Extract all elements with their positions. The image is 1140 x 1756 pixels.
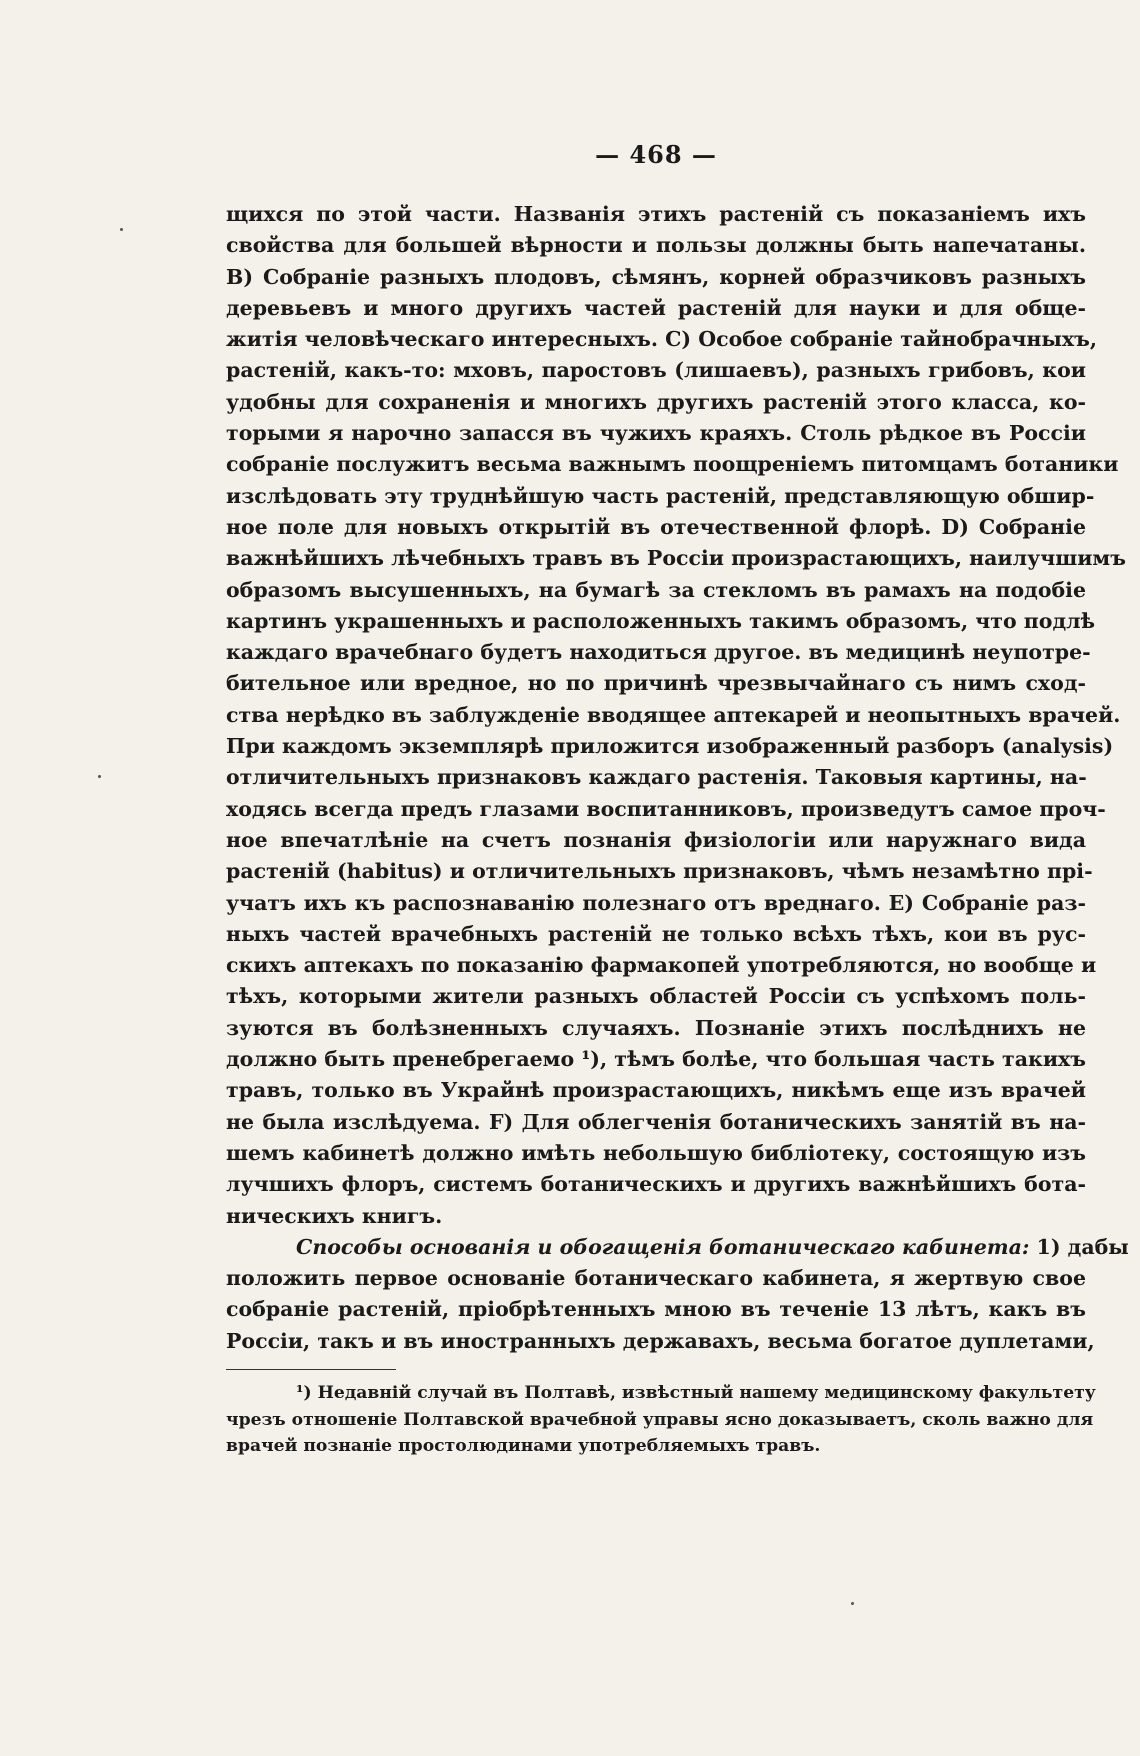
scan-speck [120,228,123,231]
text-line: собраніе растеній, пріобрѣтенныхъ мною въ теченіе 13 лѣтъ, какъ въ [226,1297,1086,1322]
text-line: образомъ высушенныхъ, на бумагѣ за стекломъ въ рамахъ на подобіе [226,577,1086,602]
text-line: ническихъ книгъ. [226,1203,443,1228]
footnote-divider [226,1369,396,1370]
paragraph-1 [226,199,1126,1232]
inline-text: 1) дабы [1029,1234,1129,1259]
text-line: растеній, какъ-то: мховъ, паростовъ (лишаевъ), разныхъ грибовъ, кои [226,358,1086,383]
text-line: тѣхъ, которыми жители разныхъ областей Россіи съ успѣхомъ поль- [226,984,1086,1009]
text-line: ства нерѣдко въ заблужденіе вводящее аптекарей и неопытныхъ врачей. [226,702,1121,727]
text-line: При каждомъ экземплярѣ приложится изображенный разборъ (analysis) [226,734,1114,759]
text-line: ное впечатлѣніе на счетъ познанія физіологіи или наружнаго вида [226,827,1086,852]
text-line: Россіи, такъ и въ иностранныхъ державахъ, весьма богатое дуплетами, [226,1328,1095,1353]
text-line: собраніе послужитъ весьма важнымъ поощреніемъ питомцамъ ботаники [226,452,1119,477]
text-line: зуются въ болѣзненныхъ случаяхъ. Познаніе этихъ послѣднихъ не [226,1015,1086,1040]
page-number: — 468 — [595,140,717,169]
text-line: положить первое основаніе ботаническаго кабинета, я жертвую свое [226,1266,1086,1291]
text-line: картинъ украшенныхъ и расположенныхъ такимъ образомъ, что подлѣ [226,608,1096,633]
text-line: ходясь всегда предъ глазами воспитанниковъ, произведутъ самое проч- [226,796,1106,821]
paragraph-2 [226,1232,1129,1357]
text-line: В) Собраніе разныхъ плодовъ, сѣмянъ, корней образчиковъ разныхъ [226,264,1086,289]
scan-speck [851,1602,854,1605]
footnote-line: чрезъ отношеніе Полтавской врачебной управы ясно доказываетъ, сколь важно для [226,1409,1094,1430]
text-line: бительное или вредное, но по причинѣ чрезвычайнаго съ нимъ сход- [226,671,1086,696]
text-line: должно быть пренебрегаемо ¹), тѣмъ болѣе, что большая часть такихъ [226,1047,1086,1072]
text-line: учатъ ихъ къ распознаванію полезнаго отъ вреднаго. Е) Собраніе раз- [226,890,1086,915]
text-line: ныхъ частей врачебныхъ растеній не только всѣхъ тѣхъ, кои въ рус- [226,921,1086,946]
text-line: каждаго врачебнаго будетъ находиться другое. въ медицинѣ неупотре- [226,640,1091,665]
text-line: шемъ кабинетѣ должно имѣть небольшую библіотеку, состоящую изъ [226,1140,1086,1165]
text-line: растеній (habitus) и отличительныхъ признаковъ, чѣмъ незамѣтно прі- [226,859,1093,884]
text-line: торыми я нарочно запасся въ чужихъ краяхъ. Столь рѣдкое въ Россіи [226,421,1086,446]
text-line: житія человѣческаго интересныхъ. С) Особое собраніе тайнобрачныхъ, [226,327,1097,352]
text-line: щихся по этой части. Названія этихъ растеній съ показаніемъ ихъ [226,202,1086,226]
text-line: деревьевъ и много другихъ частей растеній для науки и для обще- [226,295,1086,320]
footnote-line: врачей познаніе простолюдинами употребляемыхъ травъ. [226,1436,821,1457]
text-line: важнѣйшихъ лѣчебныхъ травъ въ Россіи произрастающихъ, наилучшимъ [226,546,1126,571]
section-heading-italic: Способы основанія и обогащенія ботаническаго кабинета: [296,1234,1030,1259]
text-line: изслѣдовать эту труднѣйшую часть растеній, представляющую обшир- [226,483,1095,508]
footnote-line: ¹) Недавній случай въ Полтавѣ, извѣстный нашему медицинскому факультету [296,1382,1096,1403]
scan-speck [98,775,101,778]
document-page [226,140,1129,1460]
text-line: травъ, только въ Украйнѣ произрастающихъ, никѣмъ еще изъ врачей [226,1078,1086,1103]
text-line: не была изслѣдуема. F) Для облегченія ботаническихъ занятій въ на- [226,1109,1086,1134]
text-line: свойства для большей вѣрности и пользы должны быть напечатаны. [226,233,1086,258]
text-line: скихъ аптекахъ по показанію фармакопей употребляются, но вообще и [226,953,1097,978]
footnote [226,1380,1096,1460]
text-line: удобны для сохраненія и многихъ другихъ растеній этого класса, ко- [226,389,1086,414]
text-line: ное поле для новыхъ открытій въ отечественной флорѣ. D) Собраніе [226,514,1086,539]
text-line: лучшихъ флоръ, системъ ботаническихъ и другихъ важнѣйшихъ бота- [226,1172,1086,1197]
text-line: отличительныхъ признаковъ каждаго растенія. Таковыя картины, на- [226,765,1087,790]
text-line [226,1232,1129,1263]
